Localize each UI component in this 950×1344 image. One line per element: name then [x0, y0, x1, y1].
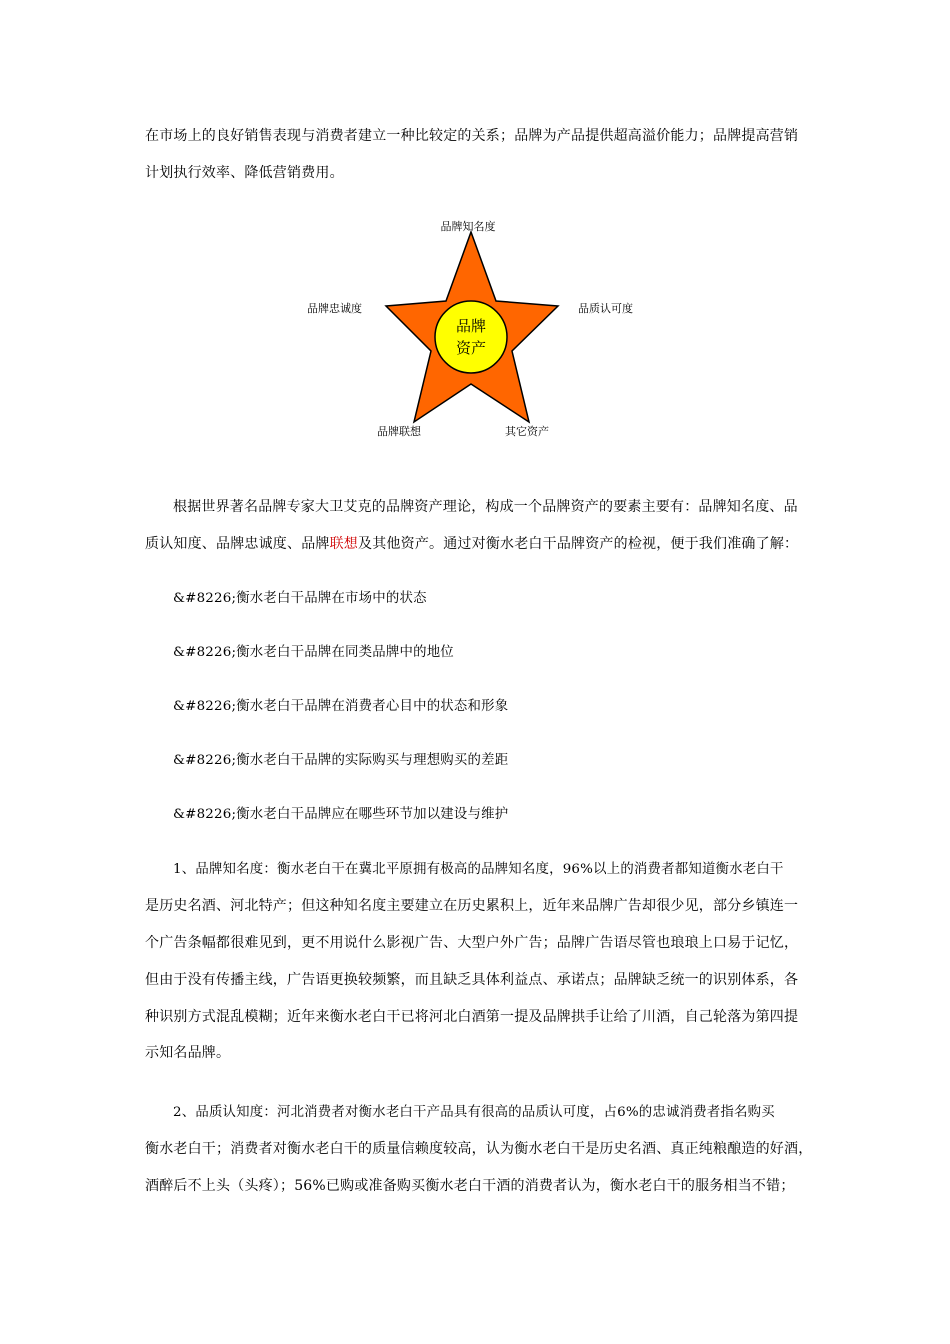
bullet-item: &#8226;衡水老白干品牌应在哪些环节加以建设与维护 — [173, 807, 509, 822]
label-other-assets: 其它资产 — [505, 425, 549, 438]
para1-line-2 — [145, 535, 815, 553]
para1-line-1-text: 根据世界著名品牌专家大卫艾克的品牌资产理论，构成一个品牌资产的要素主要有：品牌知名度、品 — [173, 499, 798, 515]
para1-line-2-post: 及其他资产。通过对衡水老白干品牌资产的检视，便于我们准确了解： — [358, 536, 799, 552]
center-label-line-1: 品牌 — [455, 317, 487, 335]
bullet-item: &#8226;衡水老白干品牌在消费者心目中的状态和形象 — [173, 699, 509, 714]
label-brand-awareness: 品牌知名度 — [440, 220, 496, 233]
para2-line: 但由于没有传播主线，广告语更换较频繁，而且缺乏具体利益点、承诺点；品牌缺乏统一的识别体系，各 — [145, 972, 799, 988]
para2-line: 1、品牌知名度：衡水老白干在冀北平原拥有极高的品牌知名度，96%以上的消费者都知道衡水老白干 — [173, 862, 784, 877]
para3-line: 2、品质认知度：河北消费者对衡水老白干产品具有很高的品质认可度，占6%的忠诚消费者指名购买 — [173, 1105, 775, 1120]
para1-line-2-pre: 质认知度、品牌忠诚度、品牌 — [145, 536, 330, 552]
para2-line: 是历史名酒、河北特产；但这种知名度主要建立在历史累积上，近年来品牌广告却很少见，部分乡镇连一 — [145, 898, 799, 914]
label-brand-loyalty: 品牌忠诚度 — [307, 302, 362, 315]
para3-line: 酒醉后不上头（头疼）；56%已购或准备购买衡水老白干酒的消费者认为，衡水老白干的服务相当不错； — [145, 1178, 795, 1194]
bullet-item: &#8226;衡水老白干品牌在同类品牌中的地位 — [173, 645, 454, 660]
para3-line: 衡水老白干；消费者对衡水老白干的质量信赖度较高，认为衡水老白干是历史名酒、真正纯粮酿造的好酒， — [145, 1141, 813, 1157]
intro-line-1: 在市场上的良好销售表现与消费者建立一种比较定的关系；品牌为产品提供超高溢价能力；品牌提高营销 — [145, 128, 799, 144]
label-brand-association: 品牌联想 — [377, 425, 421, 438]
label-perceived-quality: 品质认可度 — [578, 302, 633, 315]
center-circle — [435, 301, 507, 373]
bullet-item: &#8226;衡水老白干品牌的实际购买与理想购买的差距 — [173, 753, 509, 768]
link-association[interactable]: 联想 — [329, 536, 359, 552]
brand-equity-star-diagram — [290, 212, 660, 444]
intro-line-2: 计划执行效率、降低营销费用。 — [145, 165, 344, 181]
para2-line: 示知名品牌。 — [145, 1045, 231, 1061]
para2-line: 种识别方式混乱模糊；近年来衡水老白干已将河北白酒第一提及品牌拱手让给了川酒，自己轮落为第四提 — [145, 1009, 799, 1025]
bullet-item: &#8226;衡水老白干品牌在市场中的状态 — [173, 591, 427, 606]
center-label-line-2: 资产 — [455, 339, 487, 357]
para2-line: 个广告条幅都很难见到，更不用说什么影视广告、大型户外广告；品牌广告语尽管也琅琅上口易于记忆， — [145, 935, 799, 951]
para1-line-1 — [145, 498, 815, 516]
